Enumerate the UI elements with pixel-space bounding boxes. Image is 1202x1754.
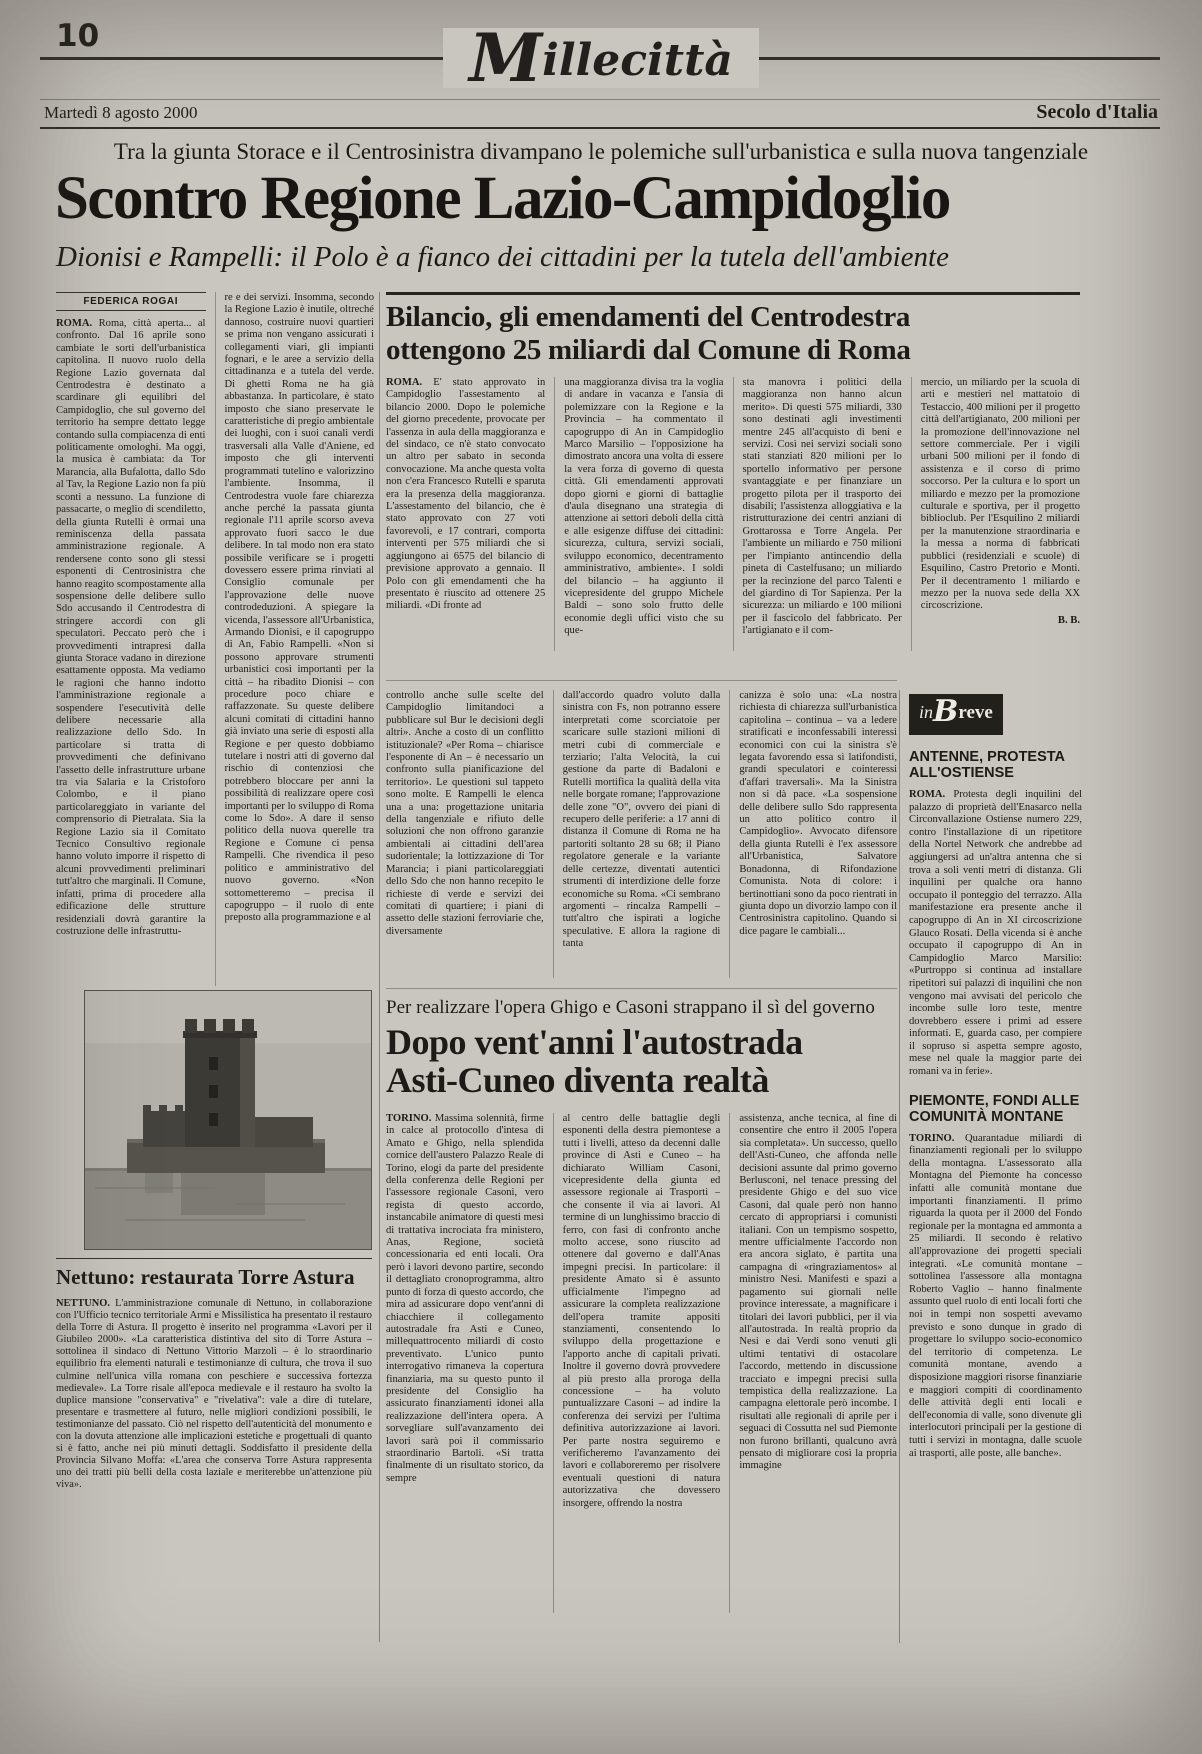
lead-cont-column-2: [553, 690, 721, 978]
bilancio-text-2: una maggioranza divisa tra la voglia di andare in vacanza e l'ansia di polemizzare con la Regione e la Provincia – ha commentato il capogruppo di An in Campidoglio Marco Marsilio – l'opposizione ha dimostrato ancora una volta di essere la vera forza di governo di questa città. Gli emendamenti approvati dopo giorni e giorni di battaglie d'aula disegnano una strategia di attenzione ai settori deboli della città e alle esigenze diffuse dei cittadini: sicurezza, cultura, servizi sociali, sviluppo economico, decentramento amministrativo, ambiente». I soldi del bilancio – ha aggiunto il vicepresidente del gruppo Michele Baldi – sono solo frutto delle economie degli uffici visto che su que-: [564, 377, 724, 637]
asti-headline-line1: Dopo vent'anni l'autostrada: [386, 1022, 803, 1062]
lead-cont-text-1: controllo anche sulle scelte del Campidoglio limitandoci a pubblicare sul Bur le decisioni degli altri». Anche a costo di un conflitto istituzionale? «Per Roma – chiarisce l'esponente di An – è necessario un confronto sulla pianificazione del territorio». Le questioni sul tappeto sono molte. E Rampelli le elenca una a una: progettazione unitaria della tangenziale e rifiuto delle soluzioni che non offrono garanzie ambientali ai cittadini dell'area sudorientale; la lottizzazione di Tor Marancia; i piani particolareggiati dello Sdo che non hanno recepito le richieste di verde e servizi dei comitati di quartiere; i piani di assetto delle stazioni ferroviarie che, diversamente: [386, 690, 544, 937]
bilancio-text-1: E' stato approvato in Campidoglio l'assestamento al bilancio 2000. Dopo le polemiche del giorno precedente, provocate per l'assenza in aula della maggioranza e del sindaco, ce n'è stato convocato un altro per sabato in seconda convocazione. Ma anche questa volta non c'era Francesco Rutelli e sparuta era la presenza della maggioranza. L'assestamento del bilancio, che è stato approvato con 27 voti favorevoli, e 17 contrari, comporta interventi per 575 miliardi che si aggiungono ai 6575 del bilancio di previsione approvato a gennaio. Il Polo con gli emendamenti che ha presentato è riuscito ad ottenere 25 miliardi. «Di fronte ad: [386, 377, 546, 612]
inbreve-sidebar: [909, 694, 1082, 1460]
asti-column-2: [553, 1113, 721, 1613]
lead-headline: Scontro Regione Lazio-Campidoglio: [55, 165, 950, 232]
inbreve-item2-text: Quarantadue miliardi di finanziamenti regionali per lo sviluppo della montagna. L'assessorato alla Montagna del Piemonte ha concesso infatti alle comunità montane due importanti finanziamenti. Il primo riguarda la quota per il 2000 del Fondo regionale per la montagna ed ammonta a 25 miliardi. Il secondo è relativo all'approvazione dei progetti speciali integrati. «Le comunità montane – sottolinea l'assessore alla montagna Roberto Vaglio – hanno finalmente assunto quel ruolo di enti locali forti che noi in tempi non sospetti avevamo previsto e sono dunque in grado di progettare lo sviluppo socio-economico del territorio di competenza. Le comunità montane, avendo a disposizione maggiori risorse finanziarie e maggiori compiti di coordinamento delle attività degli enti locali e dell'economia di valle, sono divenute gli interlocutori principali per la gestione di tutti i servizi in montagna, dalle scuole ai trasporti, alle poste, alle banche».: [909, 1132, 1082, 1459]
inbreve-logo-rest: reve: [958, 702, 993, 723]
nettuno-article: [56, 1258, 372, 1550]
asti-text-2: al centro delle battaglie degli esponenti della destra piemontese a tutti i livelli, atteso da decenni dalle province di Asti e Cuneo – ha dichiarato William Casoni, vicepresidente della giunta ed assessore regionale ai Trasporti – che consente il via ai lavori. Al termine di un lunghissimo braccio di ferro, con fasi di confronto anche molto accese, sono riuscito ad ottenere dal governo e dall'Anas impegni precisi. In particolare: il presidente Amato si è assunto ufficialmente l'impegno ad assicurare la completa realizzazione dell'opera tramite appositi stanziamenti, consentendo lo sviluppo della progettazione e l'apporto anche di capitali privati. Inoltre il governo dovrà provvedere al più presto alla proroga della concessione – ha voluto puntualizzare Casoni – ad indire la conferenza dei servizi per l'ultima definitiva autorizzazione ai lavori. Per parte nostra seguiremo e verificheremo l'avanzamento dei lavori e collaboreremo per risolvere eventuali questioni di natura autorizzativa che dovessero insorgere, offrendo la nostra: [562, 1113, 721, 1509]
byline: FEDERICA ROGAI: [56, 292, 206, 311]
bilancio-column-4: [911, 377, 1080, 651]
lead-kicker: Tra la giunta Storace e il Centrosinistra divampano le polemiche sull'urbanistica e sulla nuova tangenziale: [113, 139, 1089, 164]
bilancio-dateline: ROMA.: [386, 377, 423, 388]
asti-column-3: [729, 1113, 897, 1613]
asti-article: [386, 988, 897, 1613]
lead-text-1: Roma, città aperta... al confronto. Dal 16 aprile sono cambiate le sorti dell'urbanistica capitolina. Il nuovo ruolo della Regione Lazio governata dal Centrodestra è destinato a scardinare gli equilibri del Campidoglio, che sul governo del territorio ha sempre dettato legge contando sulla compiacenza di enti politicamente omologhi. Ma oggi, la musica è cambiata: da Tor Marancia, alla Bufalotta, dallo Sdo al Tav, la Regione Lazio non fa più sconti a nessuno. La funzione di passacarte, o meglio di scendiletto, della giunta Rutelli è ormai una reminiscenza della passata amministrazione regionale. A rendersene conto sono gli stessi esponenti di Centrosinistra che hanno reagito scompostamente alla sospensione delle delibere sullo Sdo accusando il Centrodestra di stringere accordi con gli speculatori. Peccato però che i provvedimenti intrapresi dalla giunta Storace vadano in direzione esattamente opposta. Ma vediamo le ragioni che hanno indotto l'amministrazione regionale a sospendere l'esecutività delle delibere necessarie alla realizzazione dello Sdo. In particolare si tratta di provvedimenti che definivano l'assetto delle infrastrutture urbane tra via Salaria e la Cristoforo Colombo, e il piano particolareggiato in variante del comprensorio di Pietralata. Sia la Regione Lazio sia il Comitato Tecnico Consultivo regionale hanno voluto imporre il rispetto di alcuni provvedimenti preliminari tutt'altro che marginali. Il Comune, infatti, prima di procedere alla edificazione delle strutture residenziali dovrà garantire la costruzione delle infrastruttu-: [56, 318, 206, 937]
lead-deck: Dionisi e Rampelli: il Polo è a fianco dei cittadini per la tutela dell'ambiente: [56, 241, 949, 273]
bilancio-article: [386, 292, 1080, 651]
nettuno-title: Nettuno: restaurata Torre Astura: [56, 1258, 372, 1290]
inbreve-item2-title: PIEMONTE, FONDI ALLE COMUNITÀ MONTANE: [909, 1092, 1080, 1125]
inbreve-logo-in: in: [919, 702, 934, 722]
inbreve-logo: [909, 694, 1003, 735]
bilancio-column-2: [554, 377, 723, 651]
bilancio-text-4: mercio, un miliardo per la scuola di arti e mestieri nel mattatoio di Testaccio, 400 milioni per il progetto città dell'artigianato, 200 milioni per la promozione dell'innovazione nel settore commerciale. Per i vigili urbani 500 milioni per il fondo di assistenza e il corso di primo soccorso. Per la cultura e lo sport un miliardo e mezzo per la promozione culturale e sportiva, per il progetto biblioclub. Per l'Esquilino 2 miliardi per la manutenzione straordinaria e la messa a norma di fabbricati pubblici (residenziali e scuole) di Esquilino, Castro Pretorio e Monti. Per il decentramento 1 miliardo e mezzo per la nuova sede della XX circoscrizione.: [920, 377, 1080, 612]
bilancio-headline: Bilancio, gli emendamenti del Centrodestra ottengono 25 miliardi dal Comune di Roma: [386, 301, 911, 366]
bilancio-column-1: [386, 377, 545, 651]
bilancio-text-3: sta manovra i politici della maggioranza non hanno alcun merito». Di questi 575 miliardi, 330 sono destinati agli investimenti mentre 245 all'acquisto di beni e servizi. Così nei servizi sociali sono stati stanziati 820 milioni per lo sportello informativo per persone svantaggiate e per finanziare un progetto pilota per il trasporto dei disabili; l'assistenza alloggiativa e la ristrutturazione dei centri anziani di Grottarossa e Torre Angela. Per l'ambiente un miliardo e 750 milioni per l'impianto antincendio della pineta di Castelfusano; un miliardo per la recinzione del parco Talenti e del giardino di Tor Sapienza. Per la sicurezza: un miliardo e 100 milioni per il fascicolo del fabbricato. Per l'artigianato e il com-: [742, 377, 902, 637]
asti-headline: [386, 1023, 897, 1099]
lead-article: [56, 292, 374, 986]
lead-cont-text-2: dall'accordo quadro voluto dalla sinistra con Fs, non potranno essere interpretati come scorciatoie per scaricare sulle stazioni milioni di metri cubi di commerciale e terziario; l'alta Velocità, la cui gestione da parte di Badaloni e Rutelli mortifica la qualità della vita nelle borgate romane; l'approvazione delle zone "O", ovvero dei piani di recupero delle periferie: a 17 anni di distanza il Comune di Roma ne ha partoriti soltanto 28 su 68; il Piano regolatore generale e la variante delle certezze, diventati autentici strumenti di interdizione delle forze economiche su Roma. «Ci sembrano argomenti – rincalza Rampelli – tutt'altro che ispirati a logiche speculative. E allora la ragione di tanta: [562, 690, 721, 950]
asti-text-3: assistenza, anche tecnica, al fine di consentire che entro il 2005 l'opera sia completata». Un successo, quello dell'Asti-Cuneo, che affonda nelle decisioni assunte dal primo governo Berlusconi, nel tenace pressing del presidente Ghigo e del suo vice Casoni, dal quale però non hanno cercato di appropriarsi i comunisti italiani. Con un tempismo sospetto, mentre ufficialmente l'accordo non era ancora siglato, è partita una campagna di «ringraziamentos» al ministro Nesi. Manifesti e spazi a pagamento sui giornali nelle province interessate, a magnificare i titolari dei lavori pubblici, per il via all'autostrada. In realtà proprio da Nesi e dai Verdi sono venuti gli ultimi tentativi di ostacolare l'accordo, mettendo in discussione tracciato e impegni precisi sulla tempistica della realizzazione. La campagna elettorale però incombe. I risultati alle regionali di aprile per i seguaci di Cossutta nel sud Piemonte non furono brillanti, qualcuno avrà pensato di migliorare così la propria immagine: [739, 1113, 898, 1472]
masthead-rest: illecittà: [542, 35, 733, 86]
torre-astura-illustration: [85, 991, 371, 1249]
header-meta-row: [44, 101, 1158, 124]
section-masthead: [0, 19, 1202, 97]
bilancio-column-3: [733, 377, 902, 651]
lead-cont-column-1: [386, 690, 544, 978]
inbreve-item1-title: ANTENNE, PROTESTA ALL'OSTIENSE: [909, 749, 1065, 781]
issue-date: Martedì 8 agosto 2000: [44, 103, 198, 122]
asti-dateline: TORINO.: [386, 1113, 432, 1124]
lead-dateline: ROMA.: [56, 318, 93, 329]
lead-cont-text-3: canizza è solo una: «La nostra richiesta di chiarezza sull'urbanistica capitolina – continua – va a ledere stratificati e inconfessabili interessi economici con cui la sinistra s'è legata favorendo essa sì latifondisti, grandi speculatori e cointeressi d'affari traversali». Ma la Sinistra non si dà pace. «La sospensione delle delibere sullo Sdo rappresenta un atto politico contro il Campidoglio». Avvocato difensore della giunta Rutelli è l'ex assessore all'Urbanistica, Salvatore Bonadonna, di Rifondazione Comunista. Nota di colore: i bertinottiani sono da poco rientrati in giunta dopo un divorzio lampo con il Centrosinistra capitolino. Quando si dice pagare le cambiali...: [739, 690, 898, 937]
asti-text-1: Massima solennità, firme in calce al protocollo d'intesa di Amato e Ghigo, nella splendida cornice dell'austero Palazzo Reale di Torino, elogi da parte del presidente della conferenza delle Regioni per l'assessore regionale Casoni, vero regista di questo accordo, instancabile animatore di questi mesi di trattativa incrociata fra ministero, Anas, Regione, società concessionaria ed enti locali. Ora però i lavori devono partire, secondo il dettagliato cronoprogramma, altro punto di forza di questo accordo, che mira ad assicurare dopo vent'anni di chiacchiere il collegamento autostradale fra Asti e Cuneo, millequattrocento miliardi di costo preventivato. L'unico punto interrogativo rimaneva la copertura finanziaria, ma su questo punto il presidente del Consiglio ha assicurato finanziamenti idonei alla realizzazione dell'intera opera. A sorvegliare sull'avanzamento dei lavori sarà poi il commissario straordinario Bartoli. «Si tratta finalmente di un risultato storico, da sempre: [386, 1113, 544, 1484]
asti-column-1: [386, 1113, 544, 1613]
lead-column-2: [215, 292, 375, 986]
header-rule-mid: [40, 99, 1160, 100]
lead-cont-column-3: [729, 690, 897, 978]
bilancio-signature: B. B.: [1057, 614, 1080, 626]
inbreve-item1-dateline: ROMA.: [909, 789, 946, 800]
lead-column-1: [56, 292, 206, 986]
header-rule-bottom: [40, 127, 1160, 129]
lead-article-continuation: [386, 680, 897, 978]
inbreve-item1-text: Protesta degli inquilini del palazzo di proprietà dell'Enasarco nella Circonvallazione Ostiense numero 229, contro l'installazione di un ripetitore della Nortel Network che andrebbe ad aggiungersi ad un'altra antenna che si trova a soli venti metri di distanza. Gli inquilini per qualche ora hanno occupato il ponteggio del terrazzo. Alla manifestazione era presente anche il capogruppo di An in XI circoscrizione Glauco Rosati. Della vicenda si è anche occupato il capogruppo di An in Campidoglio Marco Marsilio: «Purtroppo si continua ad installare ripetitori sui palazzi di inquilini che non vengono mai avvisati del pericolo che incombe sulle loro teste, mentre dovrebbero essere i primi ad essere informati. E, guarda caso, per compiere il sopruso si aspetta sempre agosto, mese nel quale la maggior parte dei romani va in ferie».: [909, 789, 1082, 1078]
asti-headline-line2: Asti-Cuneo diventa realtà: [386, 1060, 769, 1100]
masthead-initial: M: [469, 19, 543, 97]
nettuno-text: L'amministrazione comunale di Nettuno, in collaborazione con l'Ufficio tecnico territoriale Armi e Missilistica ha presentato il restauro della Torre di Astura. Il progetto è inserito nel programma «Lavori per il Giubileo 2000». «La caratteristica distintiva del sito di Torre Astura – sottolinea il sindaco di Nettuno Vittorio Marzoli – è lo straordinario equilibrio fra elementi naturali e testimonianze di cultura, che trova il suo culmine nell'unica villa romana con peschiere e successiva fortezza medievale». La Torre risale all'epoca medievale e il restauro ha svolto la duplice mansione "conservativa" e "rivelativa": vale a dire di tutelare, presentare e trasmettere al futuro, nelle migliori condizioni possibili, le testimonianze del passato. Ciò nel rispetto dell'autenticità del monumento e con la dovuta attenzione alle implicazioni estetiche e progettuali di quanto si è fatto, anche nei più minuti dettagli. Soddisfatto il presidente della Provincia Silvano Moffa: «L'area che conserva Torre Astura rappresenta uno dei tratti più belli della costa laziale e meriterebbe un'attenzione più viva».: [56, 1298, 372, 1491]
nettuno-dateline: NETTUNO.: [56, 1298, 110, 1309]
newspaper-name: Secolo d'Italia: [1036, 101, 1158, 123]
lead-text-2: re e dei servizi. Insomma, secondo la Regione Lazio è inutile, oltreché dannoso, costruire nuovi quartieri se prima non vengano assicurati i collegamenti viari, gli impianti fognari, e le aree a servizio della cittadinanza e a tutela del verde. Di ghetti Roma ne ha già abbastanza. In particolare, è stato imposto che siano preservate le caratteristiche di pregio ambientale dei luoghi, con i suoi canali verdi trasversali alla Valle d'Aniene, ed imposto che gli interventi programmati tutelino e valorizzino l'ambiente. Insomma, il Centrodestra vuole fare chiarezza anche perché la passata giunta regionale l'11 aprile scorso aveva approvato fuori sacco le due delibere. In tal modo non era stato possibile verificare se i progetti dovessero essere prima rinviati al Consiglio comunale per l'approvazione delle nuove controdeduzioni. A spiegare la vicenda, l'assessore all'Urbanistica, Armando Dionisi, e il capogruppo di An, Fabio Rampelli. «Non si possono approvare strumenti urbanistici così importanti per la città – ha ribadito Dionisi – con procedure poco chiare e raffazzonate. Su queste delibere alcuni comitati di cittadini hanno già inviato una serie di esposti alla Regione e per questo dobbiamo tutelare i nostri atti di governo dal rischio di contenziosi che potrebbero bloccare per anni la possibilità di realizzare opere così importanti per lo sviluppo di Roma come lo Sdo». A dare il senso politico della nuova querelle tra Regione e Comune ci pensa Rampelli. Che rivendica il peso politico e amministrativo del nuovo governo. «Non sottometteremo – precisa il capogruppo – il ruolo di ente preposto alla programmazione e al: [224, 292, 374, 924]
inbreve-item2-dateline: TORINO.: [909, 1132, 955, 1144]
torre-astura-photo: [84, 990, 372, 1250]
column-divider-right: [899, 690, 900, 1643]
page-number: 10: [56, 18, 100, 54]
asti-kicker: Per realizzare l'opera Ghigo e Casoni strappano il sì del governo: [386, 997, 875, 1018]
column-divider-main: [379, 292, 380, 1642]
inbreve-logo-initial: B: [933, 694, 959, 729]
